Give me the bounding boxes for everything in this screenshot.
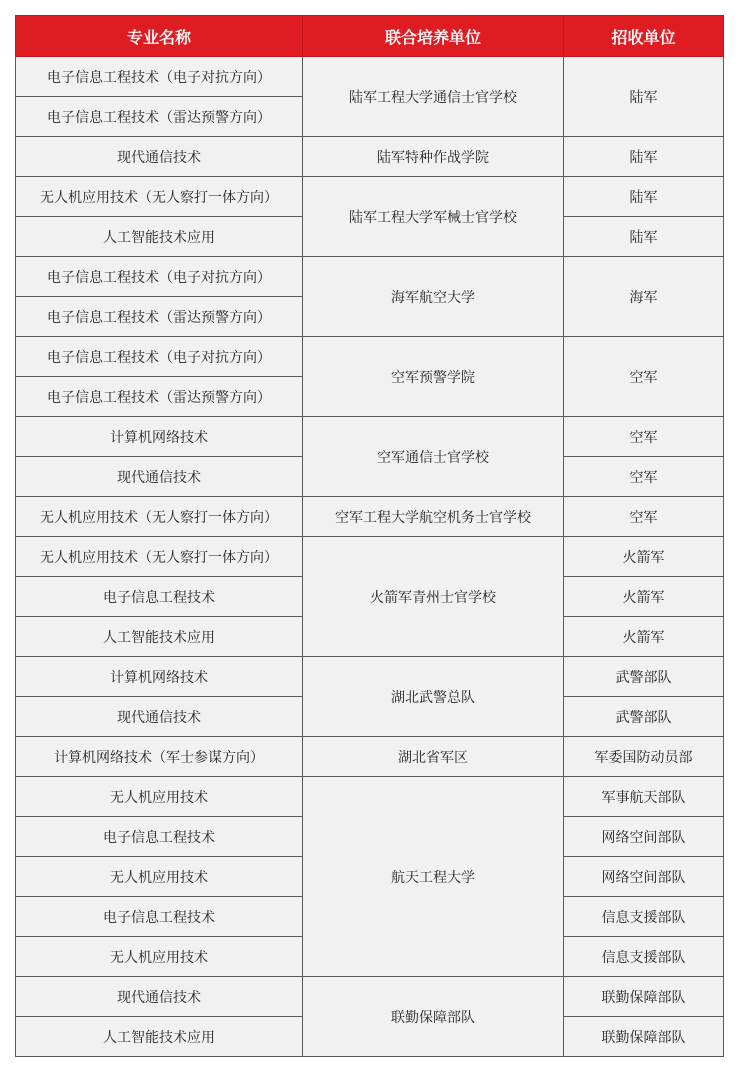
enrollment-table-container — [15, 15, 723, 1057]
cell-major: 电子信息工程技术 — [16, 817, 303, 857]
cell-major: 现代通信技术 — [16, 977, 303, 1017]
cell-joint-school: 湖北武警总队 — [303, 657, 564, 737]
cell-major: 计算机网络技术（军士参谋方向） — [16, 737, 303, 777]
cell-joint-school: 海军航空大学 — [303, 257, 564, 337]
cell-major: 电子信息工程技术（雷达预警方向） — [16, 297, 303, 337]
cell-major: 无人机应用技术 — [16, 937, 303, 977]
cell-major: 现代通信技术 — [16, 137, 303, 177]
cell-enrolling-unit: 军委国防动员部 — [564, 737, 724, 777]
table-header — [16, 16, 724, 57]
cell-enrolling-unit: 武警部队 — [564, 697, 724, 737]
cell-major: 人工智能技术应用 — [16, 1017, 303, 1057]
table-row — [16, 737, 724, 777]
table-row — [16, 777, 724, 817]
table-row — [16, 977, 724, 1017]
cell-enrolling-unit: 空军 — [564, 417, 724, 457]
cell-enrolling-unit: 火箭军 — [564, 617, 724, 657]
cell-enrolling-unit: 网络空间部队 — [564, 857, 724, 897]
cell-enrolling-unit: 军事航天部队 — [564, 777, 724, 817]
cell-joint-school: 陆军特种作战学院 — [303, 137, 564, 177]
cell-major: 计算机网络技术 — [16, 417, 303, 457]
cell-joint-school: 火箭军青州士官学校 — [303, 537, 564, 657]
cell-enrolling-unit: 陆军 — [564, 57, 724, 137]
cell-major: 无人机应用技术（无人察打一体方向） — [16, 177, 303, 217]
cell-major: 电子信息工程技术（电子对抗方向） — [16, 57, 303, 97]
cell-enrolling-unit: 信息支援部队 — [564, 937, 724, 977]
cell-major: 无人机应用技术 — [16, 857, 303, 897]
table-row — [16, 537, 724, 577]
cell-joint-school: 陆军工程大学通信士官学校 — [303, 57, 564, 137]
cell-enrolling-unit: 火箭军 — [564, 577, 724, 617]
cell-major: 电子信息工程技术（雷达预警方向） — [16, 97, 303, 137]
cell-major: 人工智能技术应用 — [16, 617, 303, 657]
cell-enrolling-unit: 海军 — [564, 257, 724, 337]
table-body — [16, 57, 724, 1057]
cell-joint-school: 空军工程大学航空机务士官学校 — [303, 497, 564, 537]
cell-joint-school: 湖北省军区 — [303, 737, 564, 777]
cell-major: 电子信息工程技术（电子对抗方向） — [16, 257, 303, 297]
cell-enrolling-unit: 空军 — [564, 457, 724, 497]
cell-joint-school: 空军通信士官学校 — [303, 417, 564, 497]
cell-major: 无人机应用技术（无人察打一体方向） — [16, 537, 303, 577]
cell-enrolling-unit: 陆军 — [564, 217, 724, 257]
cell-enrolling-unit: 空军 — [564, 497, 724, 537]
cell-joint-school: 陆军工程大学军械士官学校 — [303, 177, 564, 257]
table-row — [16, 57, 724, 97]
cell-enrolling-unit: 武警部队 — [564, 657, 724, 697]
cell-major: 现代通信技术 — [16, 697, 303, 737]
table-row — [16, 497, 724, 537]
cell-major: 现代通信技术 — [16, 457, 303, 497]
table-row — [16, 257, 724, 297]
table-row — [16, 417, 724, 457]
cell-enrolling-unit: 网络空间部队 — [564, 817, 724, 857]
cell-major: 无人机应用技术（无人察打一体方向） — [16, 497, 303, 537]
enrollment-table — [15, 15, 724, 1057]
table-row — [16, 657, 724, 697]
table-row — [16, 177, 724, 217]
cell-major: 无人机应用技术 — [16, 777, 303, 817]
cell-enrolling-unit: 信息支援部队 — [564, 897, 724, 937]
cell-enrolling-unit: 空军 — [564, 337, 724, 417]
header-row — [16, 16, 724, 57]
cell-enrolling-unit: 陆军 — [564, 137, 724, 177]
cell-enrolling-unit: 联勤保障部队 — [564, 1017, 724, 1057]
cell-joint-school: 联勤保障部队 — [303, 977, 564, 1057]
table-row — [16, 137, 724, 177]
cell-major: 计算机网络技术 — [16, 657, 303, 697]
cell-enrolling-unit: 联勤保障部队 — [564, 977, 724, 1017]
cell-major: 电子信息工程技术（雷达预警方向） — [16, 377, 303, 417]
cell-major: 人工智能技术应用 — [16, 217, 303, 257]
cell-major: 电子信息工程技术（电子对抗方向） — [16, 337, 303, 377]
cell-major: 电子信息工程技术 — [16, 577, 303, 617]
cell-joint-school: 空军预警学院 — [303, 337, 564, 417]
header-enrolling-unit: 招收单位 — [564, 16, 724, 57]
cell-enrolling-unit: 火箭军 — [564, 537, 724, 577]
cell-enrolling-unit: 陆军 — [564, 177, 724, 217]
table-row — [16, 337, 724, 377]
cell-joint-school: 航天工程大学 — [303, 777, 564, 977]
header-joint-school: 联合培养单位 — [303, 16, 564, 57]
header-major: 专业名称 — [16, 16, 303, 57]
cell-major: 电子信息工程技术 — [16, 897, 303, 937]
